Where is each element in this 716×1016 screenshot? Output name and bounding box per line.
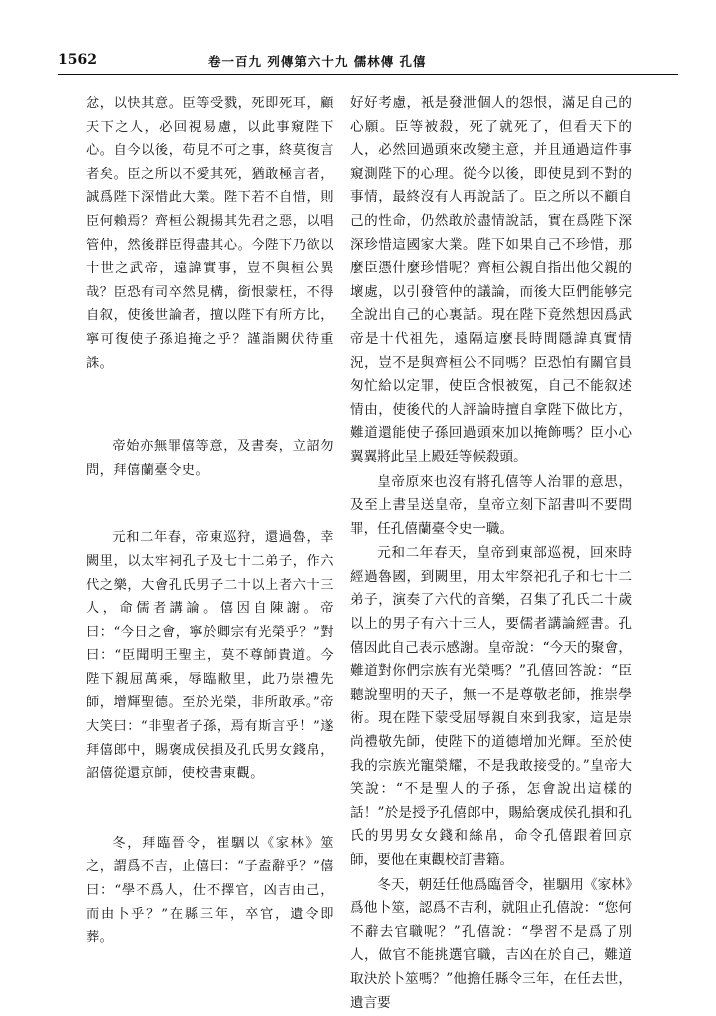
page-number: 1562 bbox=[58, 52, 97, 68]
translation-paragraph: 好好考慮，衹是發泄個人的怨恨，滿足自己的心願。臣等被殺，死了就死了，但看天下的人，必然回過頭來改變主意，并且通過這件事窺測陛下的心理。從今以後，即使見到不對的事情，最終沒有人再說話了。臣之所以不顧自己的性命，仍然敢於盡情說話，實在爲陛下深深珍惜這國家大業。陛下如果自己不珍惜，那麼臣憑什麼珍惜呢？齊桓公親自指出他父親的壞處，以引發管仲的議論，而後大臣們能够完全說出自己的心裏話。現在陛下竟然想因爲武帝是十代祖先，遠隔這麼長時間隱諱真實情況，豈不是與齊桓公不同嗎？臣恐怕有關官員匆忙給以定罪，使臣含恨被冤，自己不能叙述情由，使後代的人評論時擅自拿陛下做比方，難道還能使子孫回過頭來加以掩飾嗎？臣小心翼翼將此呈上殿廷等候殺頭。 bbox=[350, 95, 632, 465]
translation-column bbox=[350, 92, 632, 1016]
page-header bbox=[58, 52, 678, 74]
classical-text-column bbox=[86, 92, 334, 950]
header-rule bbox=[58, 74, 678, 75]
translation-paragraph: 皇帝原來也沒有將孔僖等人治罪的意思，及至上書呈送皇帝，皇帝立刻下詔書叫不要問罪，任孔僖蘭臺令史一職。 bbox=[350, 473, 632, 537]
classical-paragraph: 帝始亦無罪僖等意，及書奏，立詔勿問，拜僖蘭臺令史。 bbox=[86, 439, 334, 478]
running-title: 卷一百九 列傳第六十九 儒林傳 孔僖 bbox=[208, 54, 427, 69]
paragraph-gap bbox=[86, 786, 334, 832]
classical-paragraph: 忿，以快其意。臣等受戮，死即死耳，顧天下之人，必回視易慮，以此事窺陛下心。自今以後，苟見不可之事，終莫復言者矣。臣之所以不愛其死，猶敢極言者，誠爲陛下深惜此大業。陛下若不自惜，則臣何賴焉？齊桓公親揚其先君之惡，以唱管仲，然後群臣得盡其心。今陛下乃欲以十世之武帝，遠諱實事，豈不與桓公異哉？臣恐有司卒然見構，銜恨蒙枉，不得自叙，使後世論者，擅以陛下有所方比，寧可復使子孫追掩之乎？謹詣闕伏待重誅。 bbox=[86, 96, 334, 371]
paragraph-gap bbox=[86, 482, 334, 526]
translation-paragraph: 冬天，朝廷任他爲臨晉令，崔駰用《家林》爲他卜筮，認爲不吉利，就阻止孔僖說：“您何不辭去官職呢？”孔僖說：“學習不是爲了別人，做官不能挑選官職，吉凶在於自己，難道取決於卜筮嗎？”他擔任縣令三年，在任去世，遺言要 bbox=[350, 876, 632, 1011]
translation-paragraph: 元和二年春天，皇帝到東部巡視，回來時經過魯國，到闕里，用太牢祭祀孔子和七十二弟子，演奏了六代的音樂，召集了孔氏二十歲以上的男子有六十三人，要儒者講論經書。孔僖因此自己表示感謝。皇帝說：“今天的聚會，難道對你們宗族有光榮嗎？”孔僖回答說：“臣聽說聖明的天子，無一不是尊敬老師，推崇學術。現在陛下蒙受屈辱親自來到我家，這是崇尚禮敬先師，使陛下的道德增加光輝。至於使我的宗族光寵榮耀，不是我敢接受的。”皇帝大笑說：“不是聖人的子孫，怎會說出這樣的話！”於是授予孔僖郎中，賜給褒成侯孔損和孔氏的男男女女錢和絲帛，命令孔僖跟着回京師，要他在東觀校訂書籍。 bbox=[350, 545, 632, 868]
classical-paragraph: 元和二年春，帝東巡狩，還過魯，幸闕里，以太牢祠孔子及七十二弟子，作六代之樂，大會孔氏男子二十以上者六十三人，命儒者講論。僖因自陳謝。帝曰：“今日之會，寧於卿宗有光榮乎？”對曰：“臣聞明王聖主，莫不尊師貴道。今陛下親屈萬乘，辱臨敝里，此乃崇禮先師，增輝聖德。至於光榮，非所敢承。”帝大笑曰：“非聖者子孫，焉有斯言乎！”遂拜僖郎中，賜褒成侯損及孔氏男女錢帛，詔僖從還京師，使校書東觀。 bbox=[86, 530, 334, 782]
paragraph-gap bbox=[86, 375, 334, 435]
classical-paragraph: 冬，拜臨晉令，崔駰以《家林》筮之，謂爲不吉，止僖曰：“子盍辭乎？”僖曰：“學不爲人，仕不擇官，凶吉由己，而由卜乎？”在縣三年，卒官，遺令即葬。 bbox=[86, 835, 334, 946]
